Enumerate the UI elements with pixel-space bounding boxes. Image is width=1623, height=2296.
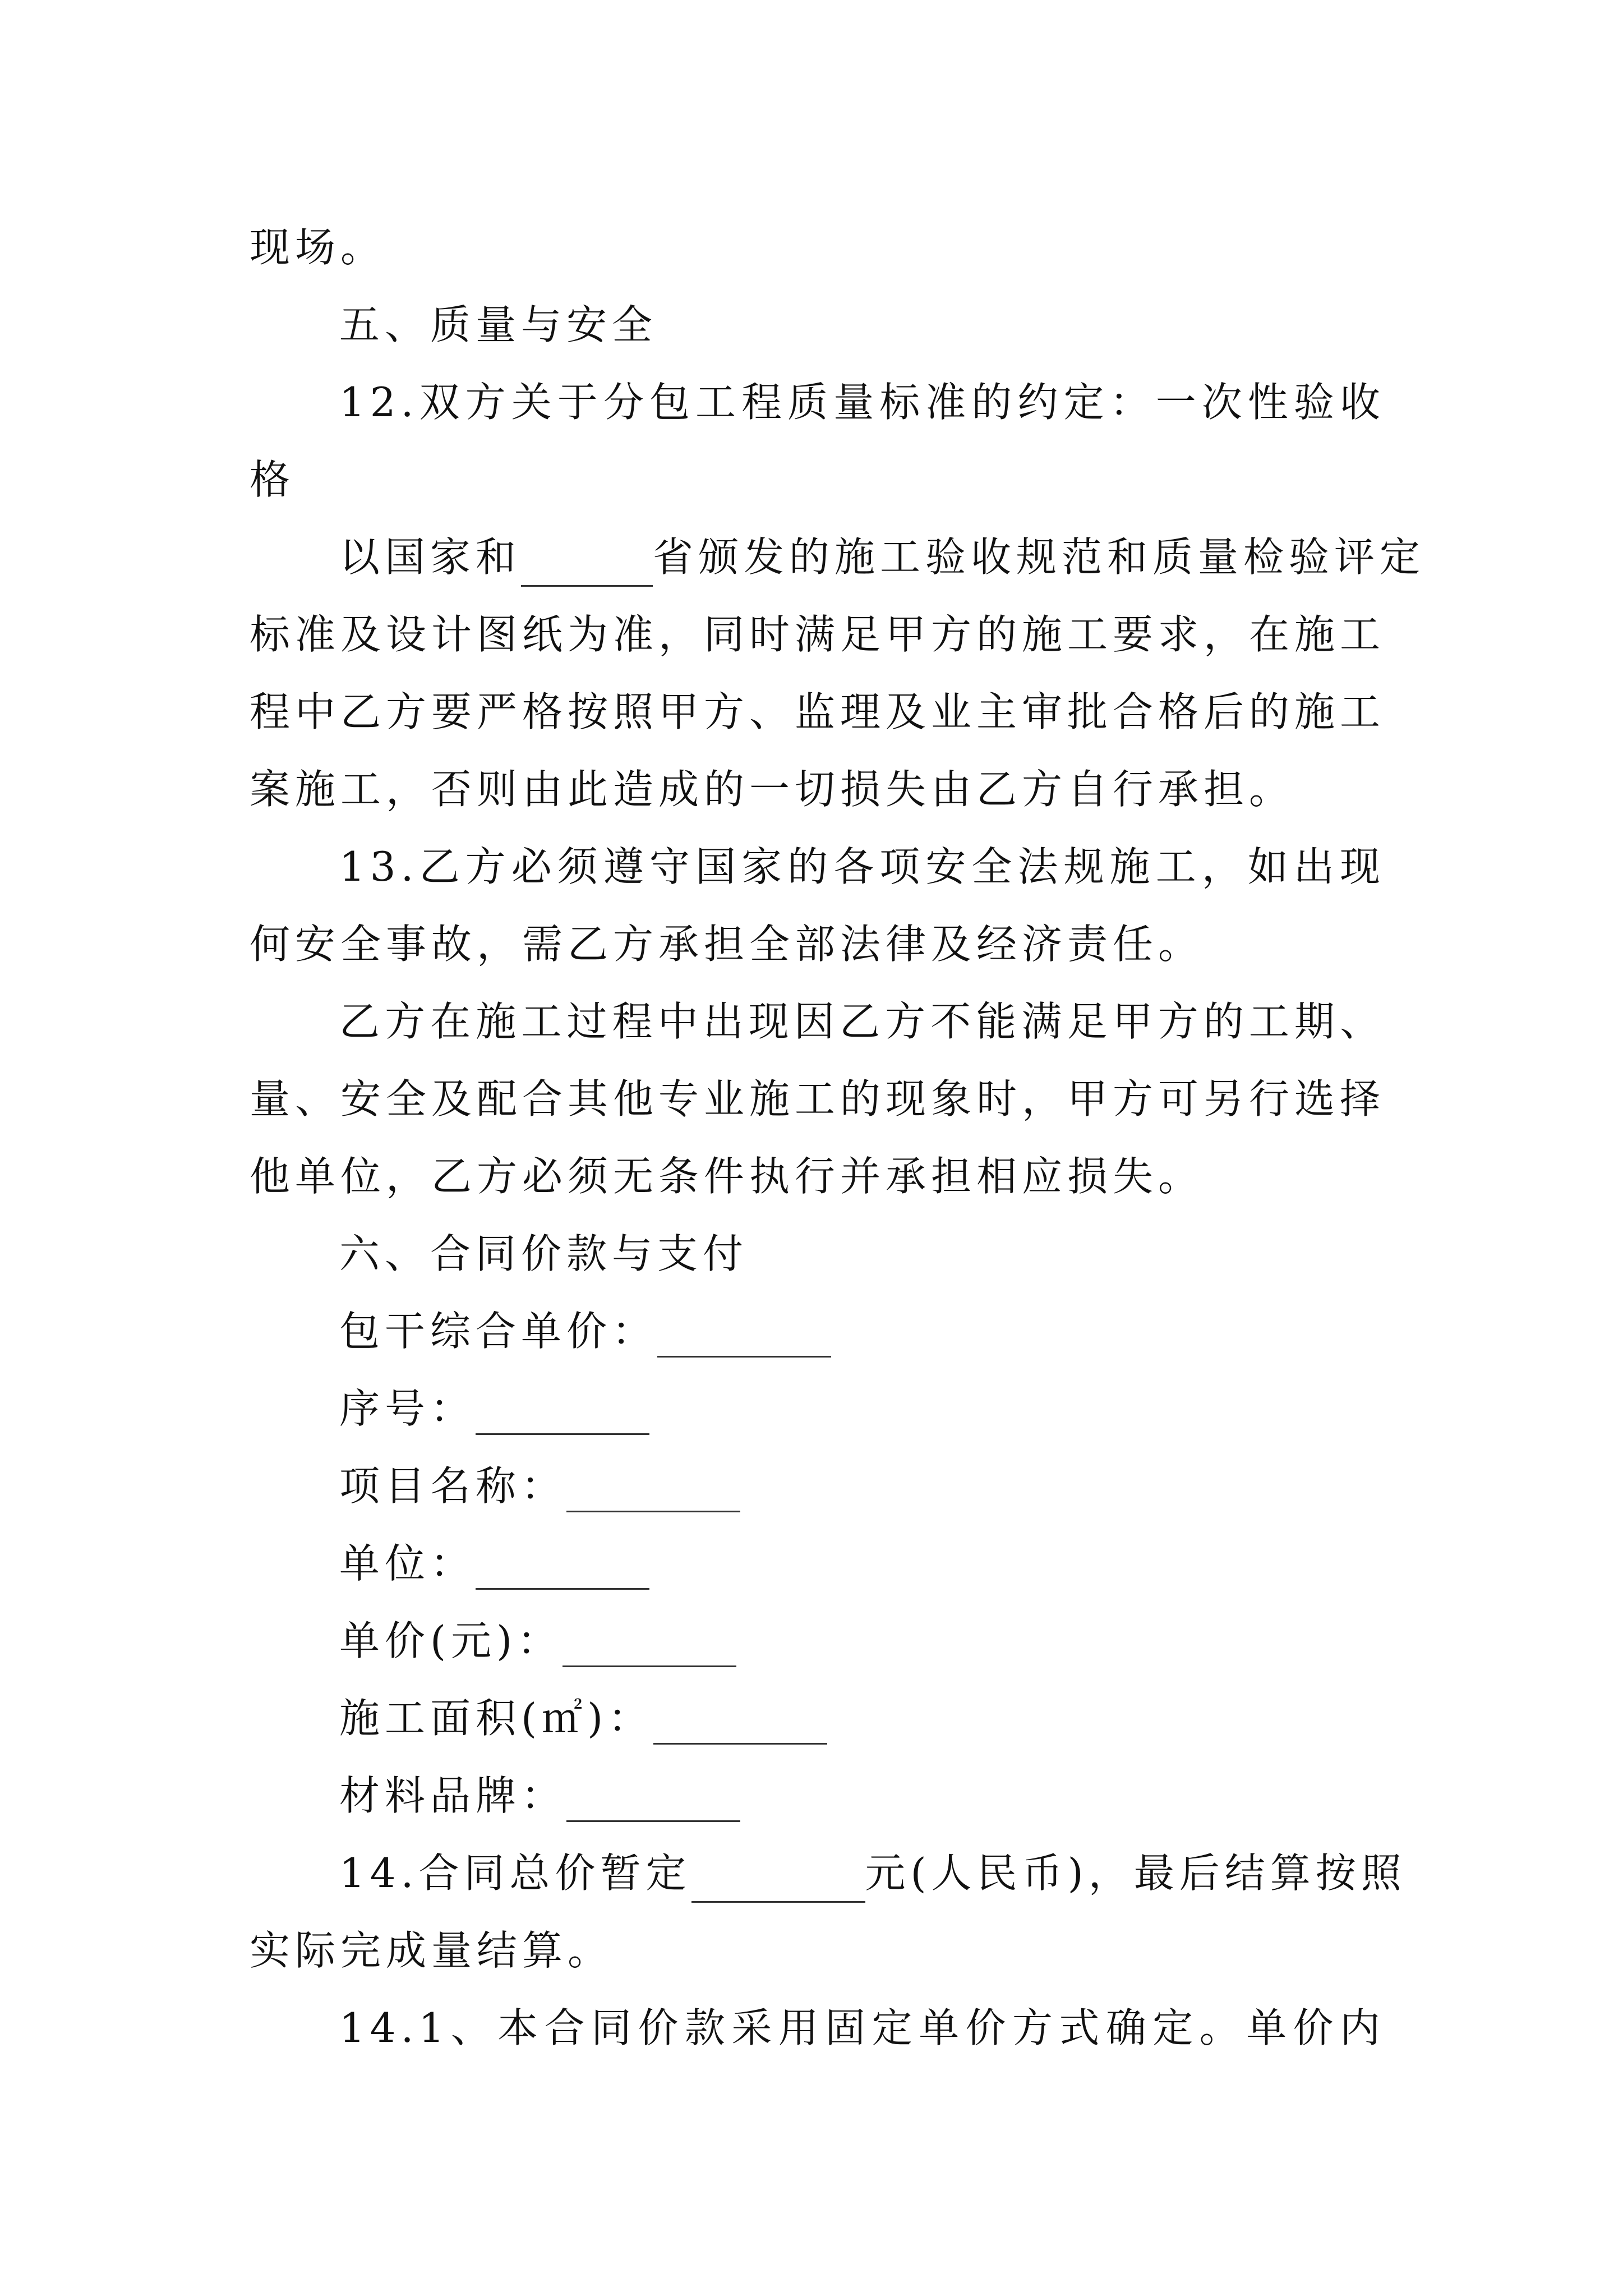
paragraph-line: 乙方在施工过程中出现因乙方不能满足甲方的工期、 bbox=[339, 998, 1385, 1045]
field-material-brand bbox=[250, 1757, 1385, 1834]
section-heading-quality-safety: 五、质量与安全 bbox=[339, 301, 658, 348]
field-blank bbox=[476, 1554, 649, 1590]
field-unit-price bbox=[250, 1602, 1385, 1680]
clause-13-line: 13.乙方必须遵守国家的各项安全法规施工，如出现 bbox=[339, 843, 1385, 890]
field-blank bbox=[562, 1632, 736, 1667]
clause-14-line: 实际完成量结算。 bbox=[250, 1927, 614, 1974]
field-label: 单价(元)： bbox=[339, 1617, 563, 1664]
field-blank bbox=[653, 1709, 827, 1745]
field-construction-area bbox=[250, 1680, 1385, 1757]
section-heading-price-payment: 六、合同价款与支付 bbox=[339, 1230, 749, 1277]
field-lump-sum-unit-price bbox=[250, 1292, 1385, 1370]
clause-12-line: 格 bbox=[250, 456, 296, 503]
total-price-blank bbox=[691, 1867, 865, 1903]
paragraph-line: 程中乙方要严格按照甲方、监理及业主审批合格后的施工 bbox=[250, 688, 1385, 735]
field-blank bbox=[657, 1322, 831, 1358]
paragraph-line: 案施工，否则由此造成的一切损失由乙方自行承担。 bbox=[250, 766, 1295, 813]
clause-13-line: 何安全事故，需乙方承担全部法律及经济责任。 bbox=[250, 921, 1204, 968]
field-label: 施工面积(㎡)： bbox=[339, 1695, 654, 1742]
paragraph-text: 省颁发的施工验收规范和质量检验评定 bbox=[653, 533, 1426, 581]
paragraph-text: 以国家和 bbox=[339, 533, 522, 581]
field-blank bbox=[566, 1477, 740, 1512]
clause-text: 元(人民币)，最后结算按照 bbox=[865, 1849, 1407, 1897]
field-blank bbox=[566, 1787, 740, 1822]
province-blank bbox=[521, 551, 653, 587]
field-unit bbox=[250, 1525, 1385, 1602]
clause-12-line: 12.双方关于分包工程质量标准的约定：一次性验收 bbox=[339, 379, 1385, 426]
paragraph-line-with-blank bbox=[250, 518, 1426, 596]
paragraph-line: 标准及设计图纸为准，同时满足甲方的施工要求，在施工 bbox=[250, 611, 1385, 658]
document-body bbox=[250, 209, 1426, 2067]
field-label: 单位： bbox=[339, 1540, 476, 1587]
field-serial-number bbox=[250, 1370, 1385, 1447]
field-item-name bbox=[250, 1447, 1385, 1525]
paragraph-line: 量、安全及配合其他专业施工的现象时，甲方可另行选择 bbox=[250, 1075, 1385, 1122]
clause-14-1-line: 14.1、本合同价款采用固定单价方式确定。单价内 bbox=[339, 2004, 1385, 2051]
clause-text: 14.合同总价暂定 bbox=[339, 1849, 691, 1897]
field-label: 项目名称： bbox=[339, 1462, 567, 1510]
field-label: 序号： bbox=[339, 1385, 476, 1432]
clause-14-line bbox=[250, 1834, 1407, 1912]
paragraph-line: 现场。 bbox=[250, 224, 386, 271]
field-label: 材料品牌： bbox=[339, 1772, 567, 1819]
field-label: 包干综合单价： bbox=[339, 1308, 658, 1355]
paragraph-line: 他单位，乙方必须无条件执行并承担相应损失。 bbox=[250, 1153, 1204, 1200]
field-blank bbox=[476, 1400, 649, 1435]
